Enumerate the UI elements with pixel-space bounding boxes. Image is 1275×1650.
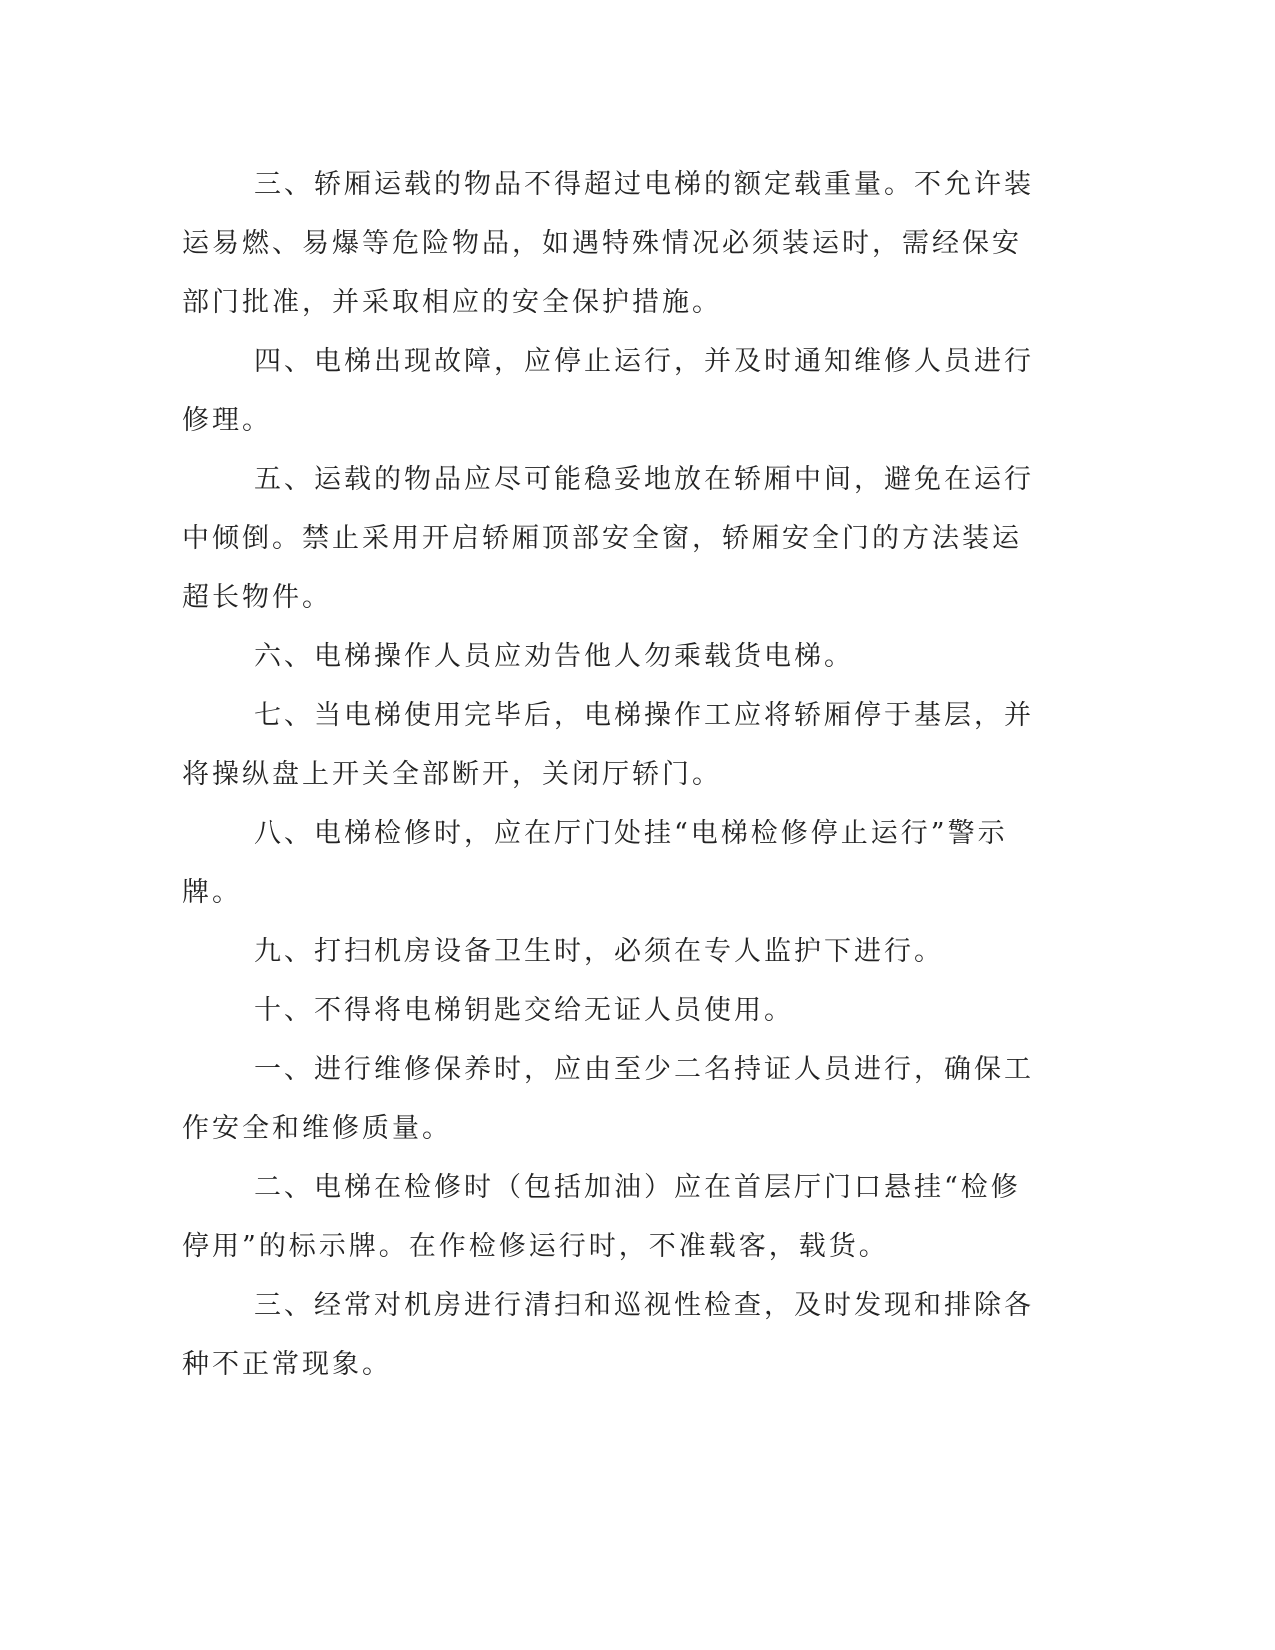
paragraph-line: 二、电梯在检修时（包括加油）应在首层厅门口悬挂“检修停用” bbox=[182, 1172, 1021, 1262]
paragraph-line: 。 bbox=[242, 405, 272, 436]
paragraph-9-machine-room-cleaning bbox=[182, 922, 1042, 981]
paragraph-line: 燃、易爆等危险物品，如遇特殊情况必须装运时，需经保安部门批准 bbox=[182, 228, 1022, 318]
paragraph-line: 八、电梯检修时，应在厅门处挂“电梯检修停止运行”警示牌。 bbox=[182, 818, 1008, 908]
paragraph-line: 五、运载的物品应尽可能稳妥地放在轿厢中间，避免在运行中倾 bbox=[182, 464, 1034, 554]
paragraph-5-placement bbox=[182, 450, 1042, 627]
paragraph-line: 六、电梯操作人员应劝告他人勿乘载货电梯。 bbox=[254, 641, 854, 672]
paragraph-line: 三、经常对机房进行清扫和巡视性检查，及时发现和排除各种不 bbox=[182, 1290, 1034, 1380]
paragraph-line: 全和维修质量。 bbox=[242, 1113, 452, 1144]
paragraph-maint-1-personnel bbox=[182, 1040, 1042, 1158]
paragraph-4-fault-stop bbox=[182, 332, 1042, 450]
paragraph-line: 正常现象。 bbox=[242, 1349, 392, 1380]
paragraph-line: 。 bbox=[302, 582, 332, 613]
paragraph-7-after-use bbox=[182, 686, 1042, 804]
paragraph-line: 的标示牌。在作检修运行时，不准载客，载货。 bbox=[258, 1231, 889, 1262]
paragraph-maint-3-inspection bbox=[182, 1276, 1042, 1394]
paragraph-line: 纵盘上开关全部断开，关闭厅轿门。 bbox=[242, 759, 722, 790]
paragraph-10-keys bbox=[182, 981, 1042, 1040]
paragraph-line: 三、轿厢运载的物品不得超过电梯的额定载重量。不允许装运易 bbox=[182, 169, 1034, 259]
paragraph-6-no-passengers bbox=[182, 627, 1042, 686]
paragraph-line: 四、电梯出现故障，应停止运行，并及时通知维修人员进行修理 bbox=[182, 346, 1034, 436]
document-body bbox=[182, 155, 1042, 1394]
paragraph-line: 九、打扫机房设备卫生时，必须在专人监护下进行。 bbox=[254, 936, 944, 967]
paragraph-line: 七、当电梯使用完毕后，电梯操作工应将轿厢停于基层，并将操 bbox=[182, 700, 1034, 790]
paragraph-line: 十、不得将电梯钥匙交给无证人员使用。 bbox=[254, 995, 794, 1026]
paragraph-line: ，并采取相应的安全保护措施。 bbox=[302, 287, 722, 318]
paragraph-3-cargo-load bbox=[182, 155, 1042, 332]
paragraph-maint-2-repair-sign bbox=[182, 1158, 1042, 1276]
paragraph-line: 倒。禁止采用开启轿厢顶部安全窗，轿厢安全门的方法装运超长物件 bbox=[182, 523, 1022, 613]
paragraph-8-warning-sign bbox=[182, 804, 1042, 922]
paragraph-line: 一、进行维修保养时，应由至少二名持证人员进行，确保工作安 bbox=[182, 1054, 1034, 1144]
